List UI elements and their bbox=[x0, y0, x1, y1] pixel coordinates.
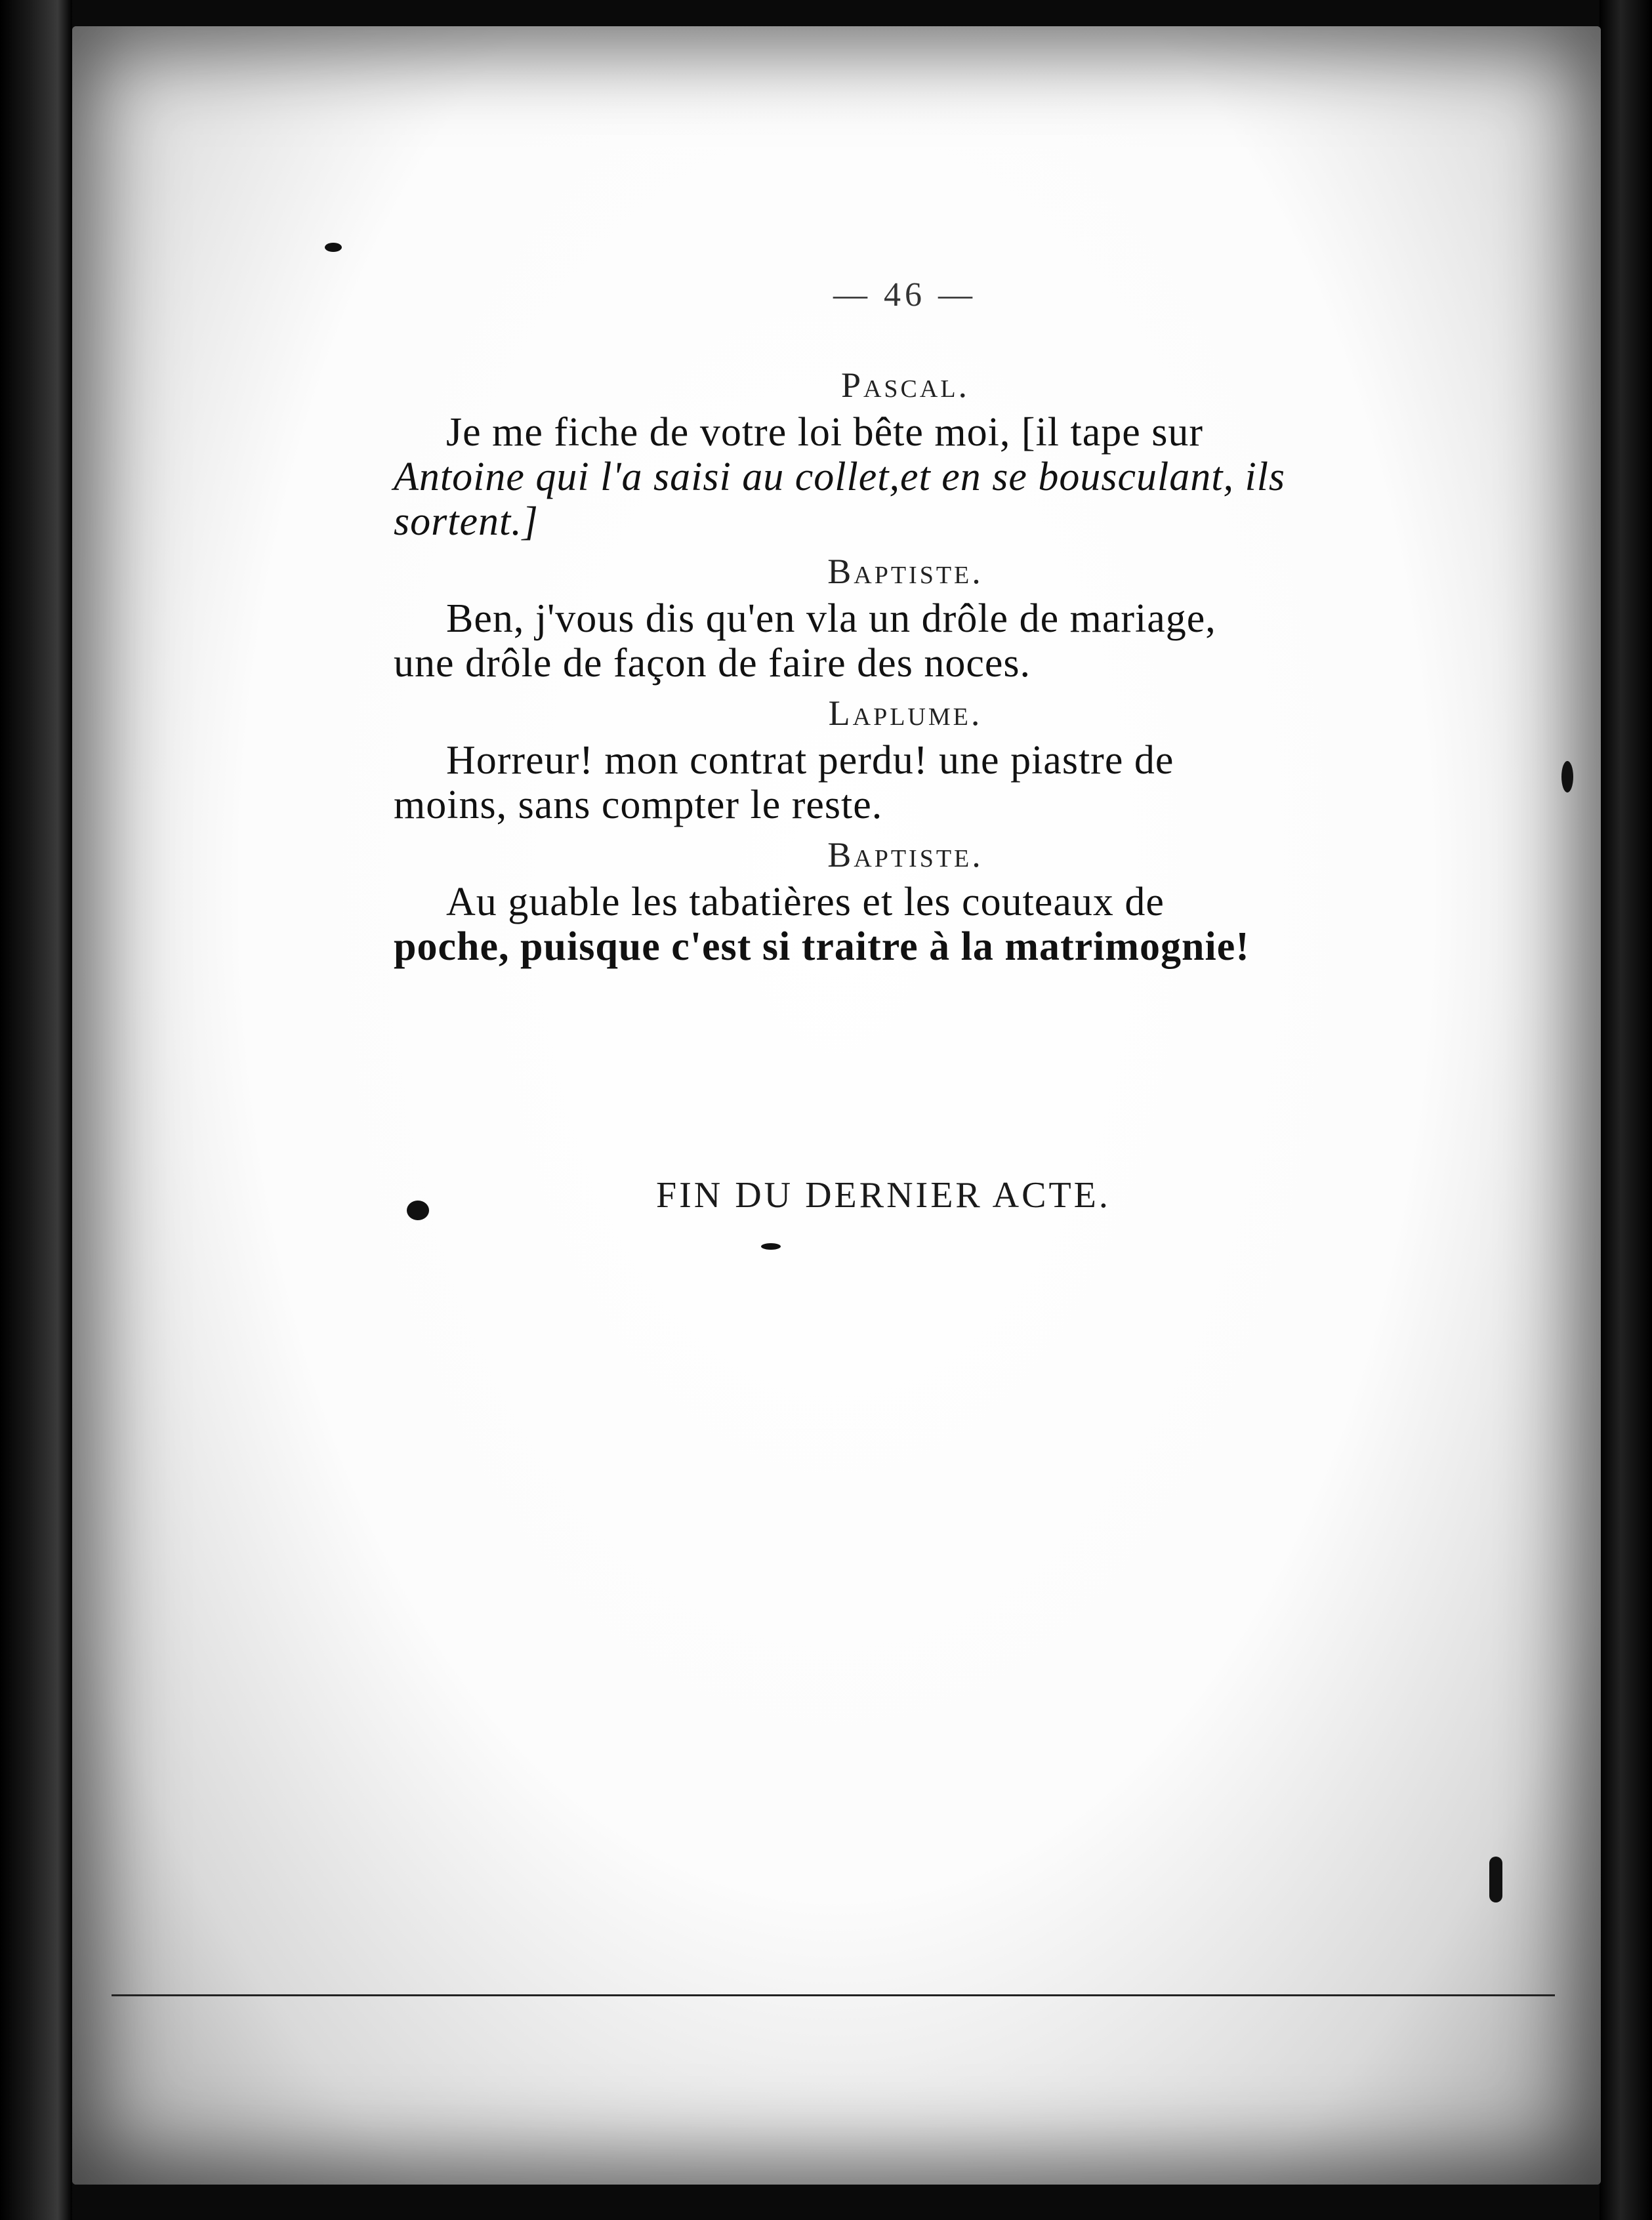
ink-speck bbox=[1561, 761, 1573, 792]
ink-speck bbox=[1489, 1857, 1502, 1902]
dialogue-line: Horreur! mon contrat perdu! une piastre de bbox=[446, 738, 1174, 783]
page-bottom-rule bbox=[112, 1994, 1555, 1996]
scan-right-edge bbox=[1600, 0, 1652, 2220]
scan-left-edge bbox=[0, 0, 72, 2220]
ink-blot bbox=[407, 1201, 429, 1220]
dialogue-line: Je me fiche de votre loi bête moi, [il tape sur bbox=[446, 410, 1204, 455]
dialogue-line: Au guable les tabatières et les couteaux de bbox=[446, 880, 1165, 924]
dialogue-block bbox=[394, 276, 1417, 967]
speaker-baptiste: Baptiste. bbox=[827, 835, 983, 874]
dialogue-line: moins, sans compter le reste. bbox=[394, 783, 883, 827]
stage-direction-line: Antoine qui l'a saisi au collet,et en se bousculant, ils bbox=[394, 455, 1286, 499]
ink-speck bbox=[761, 1243, 781, 1250]
speaker-baptiste: Baptiste. bbox=[827, 552, 983, 591]
speaker-laplume: Laplume. bbox=[828, 693, 983, 733]
end-of-act-heading: FIN DU DERNIER ACTE. bbox=[656, 1175, 1111, 1216]
stage-direction-line: sortent.] bbox=[394, 499, 539, 544]
ink-speck bbox=[325, 243, 342, 252]
page-number: — 46 — bbox=[833, 276, 976, 314]
dialogue-line: une drôle de façon de faire des noces. bbox=[394, 641, 1031, 686]
dialogue-line: Ben, j'vous dis qu'en vla un drôle de mariage, bbox=[446, 596, 1216, 641]
dialogue-line: poche, puisque c'est si traitre à la matrimognie! bbox=[394, 924, 1250, 969]
speaker-pascal: Pascal. bbox=[840, 365, 970, 405]
